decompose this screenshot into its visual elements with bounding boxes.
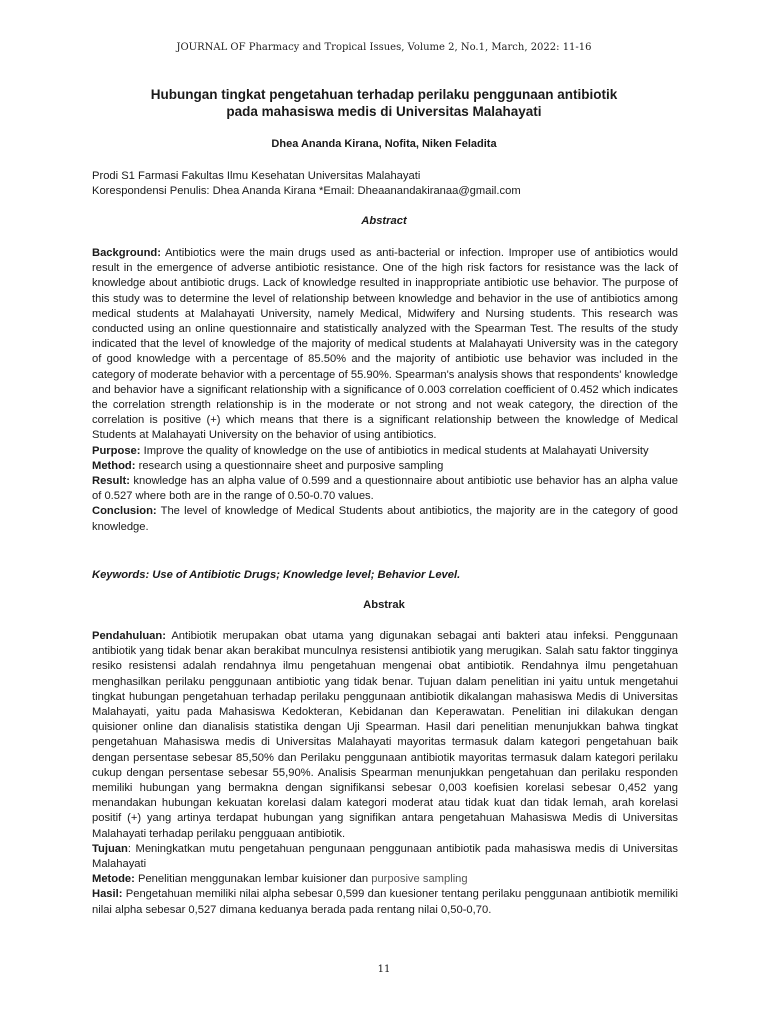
background-label: Background: xyxy=(92,247,161,259)
abstrak-tujuan xyxy=(92,842,678,872)
conclusion-text: The level of knowledge of Medical Students about antibiotics, the majority are in the category of good knowledge. xyxy=(92,505,678,533)
abstract-body xyxy=(92,246,678,535)
title-line-1: Hubungan tingkat pengetahuan terhadap perilaku penggunaan antibiotik xyxy=(150,87,618,102)
tujuan-text: : Meningkatkan mutu pengetahuan pengunaan penggunaan antibiotik pada mahasiswa medis di Universitas Malahayati xyxy=(92,842,678,871)
hasil-text: Pengetahuan memiliki nilai alpha sebesar 0,599 dan kuesioner tentang perilaku penggunaan antibiotik memiliki nilai alpha sebesar 0,527 dimana keduanya berada pada rentang nilai 0,50-0,70. xyxy=(92,888,678,916)
method-text: research using a questionnaire sheet and purposive sampling xyxy=(135,459,444,472)
abstract-result xyxy=(92,474,678,504)
correspondence: Korespondensi Penulis: Dhea Ananda Kirana *Email: Dheaanandakiranaa@gmail.com xyxy=(92,185,521,197)
result-text: knowledge has an alpha value of 0.599 and a questionnaire about antibiotic use behavior has an alpha value of 0.527 where both are in the range of 0.50-0.70 values. xyxy=(92,475,678,503)
background-text: Antibiotics were the main drugs used as anti-bacterial or infection. Improper use of antibiotics would result in the emergence of adverse antibiotic resistance. One of the high risk factors for resistance was the lack of knowledge about antibiotic drugs. Lack of knowledge resulted in inappropriate antibiotic use behavior. The purpose of this study was to determine the level of relationship between knowledge and behavior in the use of antibiotics among medical students at Malahayati University, namely Medical, Midwifery and Nursing students. This research was conducted using an online questionnaire and statistically analyzed with the Spearman Test. The results of the study indicated that the level of knowledge of the majority of medical students at Malahayati University was in the category of good knowledge with a percentage of 85.50% and the majority of antibiotic use behavior was included in the category of moderate behavior with a percentage of 55.90%. Spearman's analysis shows that respondents' knowledge and behavior have a significant relationship with a significance of 0.003 correlation coefficient of 0.452 which indicates the correlation strength relationship is in the moderate or not strong and not weak category, the direction of the correlation is positive (+) which means that there is a significant relationship between the knowledge of Medical Students at Malahayati University on the behavior of using antibiotics. xyxy=(92,247,678,442)
abstrak-hasil xyxy=(92,887,678,917)
purpose-label: Purpose: xyxy=(92,444,141,457)
metode-text-light: purposive sampling xyxy=(371,873,468,886)
metode-text: Penelitian menggunakan lembar kuisioner dan xyxy=(134,873,372,886)
pendahuluan-text: Antibiotik merupakan obat utama yang digunakan sebagai anti bakteri atau infeksi. Penggunaan antibiotik yang tidak benar akan berakibat munculnya resistensi antibiotik yang merugikan. Salah satu faktor tingginya resiko resistensi adalah rendahnya ilmu pengetahuan mengenai obat antibiotik. Rendahnya ilmu pengetahuan menghasilkan perilaku penggunaan antibiotic yang tidak benar. Tujuan dalam penelitian ini yaitu untuk mengetahui tingkat hubungan pengetahuan terhadap perilaku penggunaan antibiotik dikalangan mahasiswa Medis di Universitas Malahayati, yaitu pada Mahasiswa Kedokteran, Kebidanan dan Keperawatan. Penelitian ini dilakukan dengan quisioner online dan dianalisis statistika dengan Uji Spearman. Hasil dari penelitian menunjukkan bahwa tingkat pengetahuan Mahasiswa medis di Universitas Malahayati mayoritas termasuk dalam kategori pengetahuan baik dengan persentase sebesar 85,50% dan Perilaku penggunaan antibiotik mayoritas termasuk dalam kategori perilaku cukup dengan persentase sebesar 55,90%. Analisis Spearman menunjukkan pengetahuan dan perilaku responden memiliki hubungan yang bermakna dengan signifikansi sebesar 0,003 koefisien korelasi sebesar 0,452 yang menandakan hubungan kekuatan korelasi dalam kategori moderat atau tidak kuat dan tidak lemah, arah korelasi positif (+) yang artinya terdapat hubungan yang signifikan antara pengetahuan Mahasiswa Medis di Universitas Malahayati terhadap perilaku pengguaan antibiotik. xyxy=(92,630,678,840)
pendahuluan-label: Pendahuluan: xyxy=(92,630,166,642)
abstrak-metode xyxy=(92,872,678,887)
author-list: Dhea Ananda Kirana, Nofita, Niken Feladita xyxy=(271,138,497,150)
affiliation: Prodi S1 Farmasi Fakultas Ilmu Kesehatan Universitas Malahayati xyxy=(92,170,421,182)
tujuan-label: Tujuan xyxy=(92,842,128,855)
abstrak-body xyxy=(92,629,678,918)
abstract-purpose xyxy=(92,444,678,459)
hasil-label: Hasil: xyxy=(92,888,123,901)
affiliation-block xyxy=(92,169,682,199)
keywords-label: Keywords xyxy=(92,569,146,581)
abstrak-heading: Abstrak xyxy=(363,599,405,611)
abstract-method xyxy=(92,459,678,474)
method-label: Method: xyxy=(92,459,136,472)
abstract-conclusion xyxy=(92,504,678,534)
abstrak-pendahuluan xyxy=(92,629,678,842)
abstract-heading: Abstract xyxy=(361,215,407,227)
metode-label: Metode: xyxy=(92,873,135,886)
purpose-text: Improve the quality of knowledge on the use of antibiotics in medical students at Malahayati University xyxy=(140,444,649,457)
title-line-2: pada mahasiswa medis di Universitas Malahayati xyxy=(226,104,542,119)
keywords-line xyxy=(92,569,678,581)
running-header: JOURNAL OF Pharmacy and Tropical Issues, Volume 2, No.1, March, 2022: 11-16 xyxy=(176,42,592,53)
conclusion-label: Conclusion: xyxy=(92,505,157,518)
result-label: Result: xyxy=(92,475,130,488)
keywords-text: : Use of Antibiotic Drugs; Knowledge level; Behavior Level. xyxy=(145,569,461,581)
article-title xyxy=(90,86,678,120)
page-number: 11 xyxy=(377,964,391,975)
abstract-background xyxy=(92,246,678,444)
